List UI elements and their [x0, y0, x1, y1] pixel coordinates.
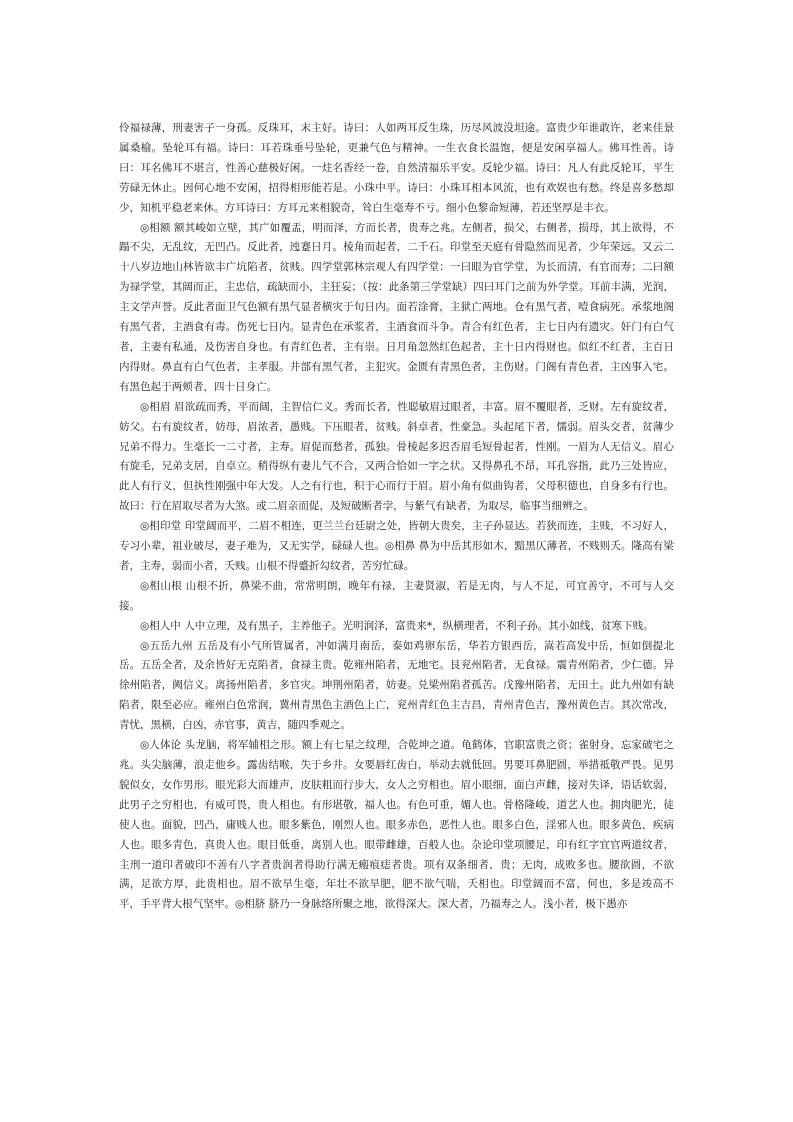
paragraph-yintang-nose: ◎相印堂 印堂阔而平，二眉不相连，更兰兰台廷尉之处，皆朝大贵矣，主子孙显达。若狭而连，主贱，不习好人，专习小辈，祖业破尽，妻子难为，又无实学，碌碌人也。◎相鼻 鼻为中岳其形如木，黯黑仄薄者，不贱则夭。隆高有梁者，主寿，弱而小者，夭贱。山根不得蹙折勾纹者，苦穷忙碌。	[119, 520, 674, 572]
paragraph-five-peaks-nine-states: ◎五岳九州 五岳及有小气所管属者，冲如满月南岳，泰如鸡卵东岳，华若方银西岳，嵩若高发中岳，恒如倒提北岳。五岳全者，及余皆好无克陷者，食禄主贵。乾雍州陷者，无地宅。艮兖州陷者，无食禄。震青州陷者，少仁德。异徐州陷者，阙信义。离扬州陷者，多官灾。坤荆州陷者，妨妻。兑梁州陷者孤苦。戊豫州陷者，无田土。此九州如有缺陷者，限至必应。雍州白色常润，冀州青黑色主酒色上亡，兖州青红色主吉昌，青州青色吉，豫州黄色吉。其次常改，青忧，黑横，白凶，赤官事，黄吉，随四季观之。	[119, 639, 674, 732]
paragraph-eyebrows: ◎相眉 眉欲疏而秀，平而阔，主智信仁义。秀而长者，性聪敏眉过眼者，丰富。眉不覆眼者，乏财。左有旋纹者，妨父。右有旋纹者，妨母，眉浓者，愚贱。下压眼者，贫贱。斜卓者，性豪急。头起尾下者，懦弱。眉头交者，贫薄少兄弟不得力。生毫长一二寸者，主寿。眉促而愁者，孤独。骨棱起多迟否眉毛短骨起者，性刚。一眉为人无信义。眉心有旋毛，兄弟支居，自卓立。稍得纵有妻儿气不合，又两合恰如一字之状。又得鼻孔不昂，耳孔容指，此乃三处皆应，此人有行义，但执性刚强中年大发。人之有行也，积于心而行于眉。眉小角有似曲钩者，父母积德也，自身多有行也。故曰：行在眉取尽者为大煞。或二眉亲而促，及短破断者孛，与紫气有缺者，为取尽，临事当细辨之。	[119, 400, 674, 513]
paragraph-forehead: ◎相额 额其峻如立壁，其广如覆盂，明而泽，方而长者，贵寿之兆。左侧者，损父，右侧者，损母，其上欲得，不蹋不尖，无乱纹，无凹凸。反此者，迍蹇日月。棱角而起者，二千石。印堂至天庭有骨隐然而见者，少年荣远。又云二十八岁边地山林皆欲丰广坑陷者，贫贱。四学堂郭林宗观人有四学堂：一曰眼为官学堂，为长而清，有官而寿；二曰额为禄学堂，其阔而正，主忠信，疏缺而小，主狂妄；（按：此条第三学堂缺）四曰耳门之前为外学堂。耳前丰满，光润，主文学声誉。反此者面卫气色额有黑气显者横灾于旬日内。面若涂膏，主狱亡两地。仓有黑气者，噎食病死。承浆地阁有黑气者，主酒食有毒。伤死七日内。显青色在承浆者，主酒食而斗争。青合有红色者，主七日内有遗灾。奸门有白气者，主妻有私通，及伤害自身也。有青红色者，主有崇。日月角忽然红色起者，主十日内得财也。似红不红者，主百日内得财。鼻直有白气色者，主孝服。井部有黑气者，主犯灾。金匮有青黑色者，主伤财。门阁有青色者，主凶事入宅。有黑色起于两颊者，四十日身亡。	[119, 221, 674, 393]
document-page	[119, 119, 674, 915]
paragraph-shangen: ◎相山根 山根不折，鼻梁不曲，常常明朗，晚年有禄，主妻贤淑，若是无肉，与人不足，可宜善守，不可与人交接。	[119, 579, 674, 612]
paragraph-renzhong: ◎相人中 人中立理，及有黑子，主养他子。光明润泽，富贵来*，纵横理者，不利子孙。其小如线，贫寒下贱。	[140, 619, 654, 632]
paragraph-body-theory: ◎人体论 头龙脑，将军辅相之形。额上有七星之纹理，合乾坤之道。龟鹤体，官职富贵之资；雀射身，忘家破宅之兆。头尖脑薄，浪走他乡。露齿结喉，失于乡井。女要唇红齿白，举动去就低回。男要耳鼻肥圆，举措祗敬严畏。见男貌似女，女作男形。眼光彩大而雄声，皮肤粗而行步大，女人之穷相也。眉小眼细，面白声雌，接对失译，语话软弱，此男子之穷相也，有威可畏，贵人相也。有形堪敬，福人也。有色可重，媚人也。骨格隆峻，道艺人也。拥肉肥光，徒使人也。面貌，凹凸，庸贱人也。眼多紫色，刚烈人也。眼多赤色，恶性人也。眼多白色，淫邪人也。眼多黄色，疾病人也。眼多青色，真贵人也。眼目低垂，离别人也。眼带雌雄，百般人也。杂论印堂项腰足，印有红字宜官两道纹者，主刑一道印者破印不善有八字者贵润者得助行满无瘢痕痣者贵。项有双条细者，贵；无肉，成败多也。腰欲圆，不欲满，足欲方厚，此贵相也。眉不欲旱生毫，年壮不欲旱肥，肥不欲气喘，夭相也。印堂阔而不富，何也，多是竣高不平，手平背大根气坚牢。◎相脐 脐乃一身脉络所聚之地，欲得深大。深大者，乃福寿之人。浅小者，极下愚亦	[119, 739, 674, 911]
paragraph-ear-poems: 伶福禄薄，刑妻害子一身孤。反珠耳，末主好。诗曰：人如两耳反生珠，历尽风波没坦途。富贵少年谁敢许，老来佳景属桑榆。坠轮耳有福。诗曰：耳若珠垂号坠轮，更兼气色与精神。一生衣食长温饱，便是安闲享福人。佛耳性善。诗曰：耳名佛耳不堪言，性善心慈极好闲。一炷名香经一卷，自然清福乐平安。反轮少福。诗曰：凡人有此反轮耳，平生劳碌无休止。因何心地不安闲，招得相形能若是。小珠中平。诗曰：小珠耳相本风流，也有欢娱也有愁。终是喜多愁却少，知机平稳老来休。方耳诗曰：方耳元来相貌奇，耸白生毫寿不亏。细小色黎命短薄，若还坚厚是丰衣。	[119, 122, 674, 214]
